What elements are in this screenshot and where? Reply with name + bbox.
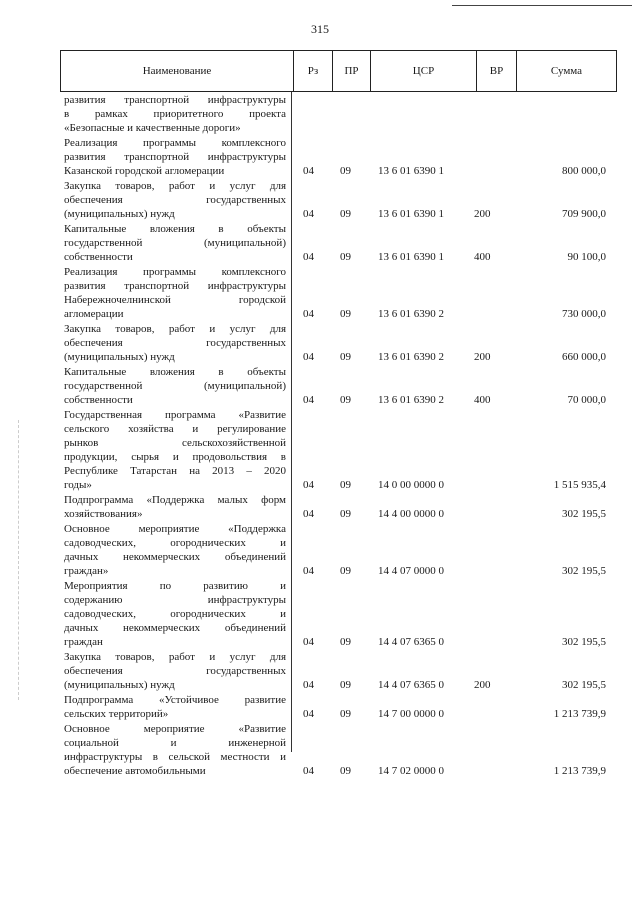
row-name <box>64 522 286 578</box>
row-pr: 09 <box>340 679 351 691</box>
row-vr: 200 <box>474 208 491 220</box>
row-pr: 09 <box>340 394 351 406</box>
table-row <box>0 408 640 492</box>
row-sum: 1 213 739,9 <box>553 765 606 777</box>
row-rz: 04 <box>303 394 314 406</box>
row-name-line: сельских территорий» <box>64 708 169 720</box>
row-pr: 09 <box>340 208 351 220</box>
row-name-line: Мероприятия по развитию и <box>64 580 286 592</box>
row-name-line: Закупка товаров, работ и услуг для <box>64 180 286 192</box>
header-sum: Сумма <box>516 51 616 91</box>
row-name-line: содержанию инфраструктуры <box>64 594 286 606</box>
row-name-line: Основное мероприятие «Развитие <box>64 723 286 735</box>
table-row <box>0 693 640 721</box>
row-name-line: садоводческих, огороднических и <box>64 608 286 620</box>
row-csr: 14 0 00 0000 0 <box>378 479 444 491</box>
row-rz: 04 <box>303 208 314 220</box>
row-rz: 04 <box>303 679 314 691</box>
row-pr: 09 <box>340 308 351 320</box>
table-row <box>0 650 640 692</box>
row-vr: 400 <box>474 251 491 263</box>
table-row <box>0 365 640 407</box>
row-csr: 13 6 01 6390 1 <box>378 251 444 263</box>
row-sum: 302 195,5 <box>562 679 606 691</box>
row-vr: 200 <box>474 351 491 363</box>
row-name-line: Капитальные вложения в объекты <box>64 223 286 235</box>
row-name-line: Государственная программа «Развитие <box>64 409 286 421</box>
header-rz: Рз <box>293 51 332 91</box>
row-pr: 09 <box>340 636 351 648</box>
row-csr: 13 6 01 6390 2 <box>378 308 444 320</box>
row-sum: 70 000,0 <box>567 394 606 406</box>
row-name-line: развития транспортной инфраструктуры <box>64 94 286 106</box>
row-name-line: (муниципальных) нужд <box>64 679 175 691</box>
row-name-line: Реализация программы комплексного <box>64 137 286 149</box>
table-row <box>0 493 640 521</box>
header-name: Наименование <box>142 65 212 77</box>
row-name-line: Капитальные вложения в объекты <box>64 366 286 378</box>
row-name-line: Закупка товаров, работ и услуг для <box>64 323 286 335</box>
row-name <box>64 408 286 492</box>
row-name-line: агломерации <box>64 308 124 320</box>
row-vr: 400 <box>474 394 491 406</box>
table-row <box>0 522 640 578</box>
row-pr: 09 <box>340 479 351 491</box>
row-sum: 1 213 739,9 <box>553 708 606 720</box>
row-name-line: развития транспортной инфраструктуры <box>64 280 286 292</box>
row-name <box>64 722 286 778</box>
row-csr: 13 6 01 6390 1 <box>378 165 444 177</box>
row-name <box>64 222 286 264</box>
row-rz: 04 <box>303 636 314 648</box>
row-name-line: Набережночелнинской городской <box>64 294 286 306</box>
row-name-line: (муниципальных) нужд <box>64 351 175 363</box>
row-rz: 04 <box>303 508 314 520</box>
row-rz: 04 <box>303 479 314 491</box>
row-sum: 1 515 935,4 <box>553 479 606 491</box>
row-name-line: развития транспортной инфраструктуры <box>64 151 286 163</box>
row-sum: 800 000,0 <box>562 165 606 177</box>
row-sum: 302 195,5 <box>562 636 606 648</box>
row-name-line: годы» <box>64 479 92 491</box>
row-csr: 14 4 07 6365 0 <box>378 636 444 648</box>
row-name-line: в рамках приоритетного проекта <box>64 108 286 120</box>
table-row <box>0 136 640 178</box>
row-name-line: обеспечения государственных <box>64 665 286 677</box>
row-name-line: Основное мероприятие «Поддержка <box>64 523 286 535</box>
row-name <box>64 365 286 407</box>
row-pr: 09 <box>340 165 351 177</box>
row-name-line: сельского хозяйства и регулирование <box>64 423 286 435</box>
row-name <box>64 579 286 649</box>
row-name-line: рынков сельскохозяйственной <box>64 437 286 449</box>
row-name-line: Республике Татарстан на 2013 – 2020 <box>64 465 286 477</box>
row-sum: 302 195,5 <box>562 508 606 520</box>
row-name-line: граждан <box>64 636 103 648</box>
row-rz: 04 <box>303 351 314 363</box>
row-pr: 09 <box>340 351 351 363</box>
row-name-line: дачных некоммерческих объединений <box>64 622 286 634</box>
row-pr: 09 <box>340 251 351 263</box>
row-name <box>64 693 286 721</box>
row-name-line: хозяйствования» <box>64 508 143 520</box>
table-row <box>0 322 640 364</box>
row-csr: 13 6 01 6390 2 <box>378 351 444 363</box>
row-name <box>64 136 286 178</box>
row-rz: 04 <box>303 251 314 263</box>
row-name-line: Подпрограмма «Поддержка малых форм <box>64 494 286 506</box>
row-name-line: Подпрограмма «Устойчивое развитие <box>64 694 286 706</box>
row-name-line: собственности <box>64 394 133 406</box>
row-name <box>64 265 286 321</box>
row-sum: 90 100,0 <box>567 251 606 263</box>
header-csr: ЦСР <box>370 51 476 91</box>
row-name-line: обеспечения государственных <box>64 337 286 349</box>
row-name-line: собственности <box>64 251 133 263</box>
row-name <box>64 322 286 364</box>
row-name <box>64 493 286 521</box>
row-sum: 302 195,5 <box>562 565 606 577</box>
row-name-line: Реализация программы комплексного <box>64 266 286 278</box>
row-name-line: социальной и инженерной <box>64 737 286 749</box>
row-name <box>64 179 286 221</box>
row-sum: 709 900,0 <box>562 208 606 220</box>
table-row <box>0 93 640 135</box>
row-csr: 14 4 07 0000 0 <box>378 565 444 577</box>
row-pr: 09 <box>340 708 351 720</box>
page-number: 315 <box>311 22 329 36</box>
row-rz: 04 <box>303 708 314 720</box>
row-csr: 14 7 00 0000 0 <box>378 708 444 720</box>
row-rz: 04 <box>303 565 314 577</box>
row-name-line: государственной (муниципальной) <box>64 380 286 392</box>
row-rz: 04 <box>303 765 314 777</box>
row-sum: 660 000,0 <box>562 351 606 363</box>
row-name-line: инфраструктуры в сельской местности и <box>64 751 286 763</box>
row-name-line: (муниципальных) нужд <box>64 208 175 220</box>
row-rz: 04 <box>303 165 314 177</box>
header-pr: ПР <box>332 51 370 91</box>
table-row <box>0 222 640 264</box>
row-sum: 730 000,0 <box>562 308 606 320</box>
row-rz: 04 <box>303 308 314 320</box>
row-name-line: обеспечения государственных <box>64 194 286 206</box>
row-csr: 14 4 00 0000 0 <box>378 508 444 520</box>
row-name-line: Казанской городской агломерации <box>64 165 225 177</box>
row-csr: 14 4 07 6365 0 <box>378 679 444 691</box>
top-rule <box>452 5 632 6</box>
table-row <box>0 579 640 649</box>
table-row <box>0 179 640 221</box>
row-name-line: государственной (муниципальной) <box>64 237 286 249</box>
row-csr: 14 7 02 0000 0 <box>378 765 444 777</box>
row-name <box>64 93 286 135</box>
header-vr: ВР <box>476 51 516 91</box>
row-name-line: «Безопасные и качественные дороги» <box>64 122 241 134</box>
row-csr: 13 6 01 6390 2 <box>378 394 444 406</box>
row-name <box>64 650 286 692</box>
row-name-line: дачных некоммерческих объединений <box>64 551 286 563</box>
row-pr: 09 <box>340 565 351 577</box>
row-csr: 13 6 01 6390 1 <box>378 208 444 220</box>
row-pr: 09 <box>340 765 351 777</box>
table-row <box>0 265 640 321</box>
row-vr: 200 <box>474 679 491 691</box>
row-name-line: продукции, сырья и продовольствия в <box>64 451 286 463</box>
row-name-line: Закупка товаров, работ и услуг для <box>64 651 286 663</box>
table-header <box>60 50 617 92</box>
table-row <box>0 722 640 778</box>
row-name-line: граждан» <box>64 565 109 577</box>
row-pr: 09 <box>340 508 351 520</box>
row-name-line: садоводческих, огороднических и <box>64 537 286 549</box>
row-name-line: обеспечение автомобильными <box>64 765 206 777</box>
